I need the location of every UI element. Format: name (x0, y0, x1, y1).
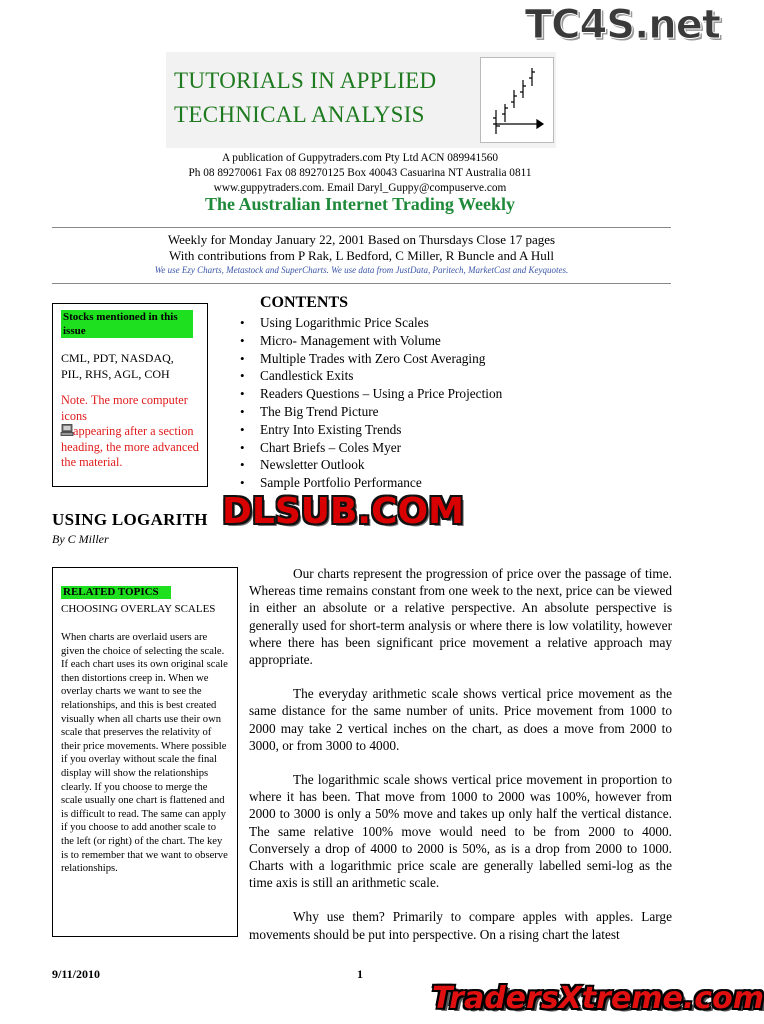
publication-info (120, 151, 600, 196)
contents-item: • Using Logarithmic Price Scales (240, 314, 540, 332)
contents-item: • Chart Briefs – Coles Myer (240, 439, 540, 457)
contact-line: Ph 08 89270061 Fax 08 89270125 Box 40043 Casuarina NT Australia 0811 (188, 167, 532, 179)
contents-item: • Micro- Management with Volume (240, 332, 540, 350)
stocks-list-line: CML, PDT, NASDAQ, (61, 351, 174, 365)
article-body (249, 565, 672, 960)
footer-date: 9/11/2010 (52, 967, 101, 981)
page-number: 1 (357, 967, 363, 981)
watermark-dlsub: DLSUB.COM (222, 491, 464, 532)
section-title: USING LOGARITH (52, 510, 208, 529)
title-line-1: TUTORIALS IN APPLIED (174, 68, 437, 93)
header-divider-bottom (52, 283, 671, 284)
title-line-2: TECHNICAL ANALYSIS (174, 102, 425, 127)
contents-item: • Sample Portfolio Performance (240, 474, 540, 492)
contents-item: • Readers Questions – Using a Price Projection (240, 385, 540, 403)
contributors-line: With contributions from P Rak, L Bedford, C Miller, R Buncle and A Hull (168, 248, 555, 263)
header-divider-top (52, 227, 671, 228)
related-body: When charts are overlaid users are given the choice of selecting the scale. If each chart uses its own original scale then distortions creep in. When we overlay charts we want to see the relationships, and this is best created visually when all charts use their own scale that preserves the relativity of their price movements. Where possible if you overlay without scale the final display will show the relationships clearly. If you choose to merge the scale usually one chart is flattened and is difficult to read. The same can apply if you choose to add another scale to the left (or right) of the chart. The key is to remember that we want to observe relationships. (61, 632, 228, 875)
stocks-heading: Stocks mentioned in this issue (61, 310, 193, 338)
contents-item: • Candlestick Exits (240, 367, 540, 385)
computer-icon (61, 424, 73, 436)
article-paragraph: Our charts represent the progression of price over the passage of time. Whereas time remains constant from one week to the next, price can be viewed in either an absolute or a relative perspective. An absolute perspective is generally used for short-term analysis or where there is low volatility, however where there has been significant price movement a relative approach may appropriate. (249, 566, 672, 668)
related-topics-box (52, 567, 238, 937)
stocks-list-line: PIL, RHS, AGL, COH (61, 367, 170, 381)
note-text-2: appearing after a section heading, the more advanced the material. (61, 424, 199, 469)
newsletter-subtitle: The Australian Internet Trading Weekly (204, 194, 516, 214)
data-sources-line: We use Ezy Charts, Metastock and SuperCharts. We use data from JustData, Paritech, MarketCast and Keyquotes. (154, 265, 569, 275)
contents-item: • Entry Into Existing Trends (240, 421, 540, 439)
watermark-tradersxtreme: TradersXtreme.com (432, 981, 764, 1016)
publisher-line: A publication of Guppytraders.com Pty Ltd ACN 089941560 (221, 152, 499, 164)
note-text-1: Note. The more computer icons (61, 393, 188, 423)
related-heading: RELATED TOPICS (61, 586, 171, 599)
article-paragraph: The everyday arithmetic scale shows vertical price movement as the same distance for the same number of units. Price movement from 1000 to 2000 may take 2 vertical inches on the chart, as does a move from 2000 to 3000, or from 3000 to 4000. (249, 686, 672, 753)
contents-list (240, 314, 540, 492)
related-subheading: CHOOSING OVERLAY SCALES (61, 603, 216, 615)
newsletter-title (174, 64, 479, 132)
section-byline: By C Miller (52, 532, 109, 546)
issue-info (52, 232, 671, 264)
stocks-list (61, 350, 201, 382)
contents-item: • Multiple Trades with Zero Cost Averaging (240, 350, 540, 368)
contents-item: • The Big Trend Picture (240, 403, 540, 421)
watermark-tc4s: TC4S.net (524, 2, 720, 48)
contents-heading: CONTENTS (260, 294, 349, 311)
web-email-line: www.guppytraders.com. Email Daryl_Guppy@compuserve.com (213, 182, 507, 194)
contents-item: • Newsletter Outlook (240, 456, 540, 474)
article-paragraph: The logarithmic scale shows vertical price movement in proportion to where it has been. That move from 1000 to 2000 was 100%, however from 2000 to 3000 is only a 50% move and takes up only half the vertical distance. The same relative 100% move would need to be from 2000 to 4000. Conversely a drop of 4000 to 2000 is 50%, as is a drop from 2000 to 1000. Charts with a logarithmic price scale are generally labelled semi-log as the time axis is still an arithmetic scale. (249, 772, 672, 891)
stocks-note (61, 393, 201, 471)
article-paragraph: Why use them? Primarily to compare apples with apples. Large movements should be put into perspective. On a rising chart the latest (249, 909, 672, 942)
stocks-mentioned-box (52, 303, 208, 487)
issue-date-line: Weekly for Monday January 22, 2001 Based on Thursdays Close 17 pages (167, 232, 556, 247)
step-chart-logo-icon (480, 57, 554, 143)
